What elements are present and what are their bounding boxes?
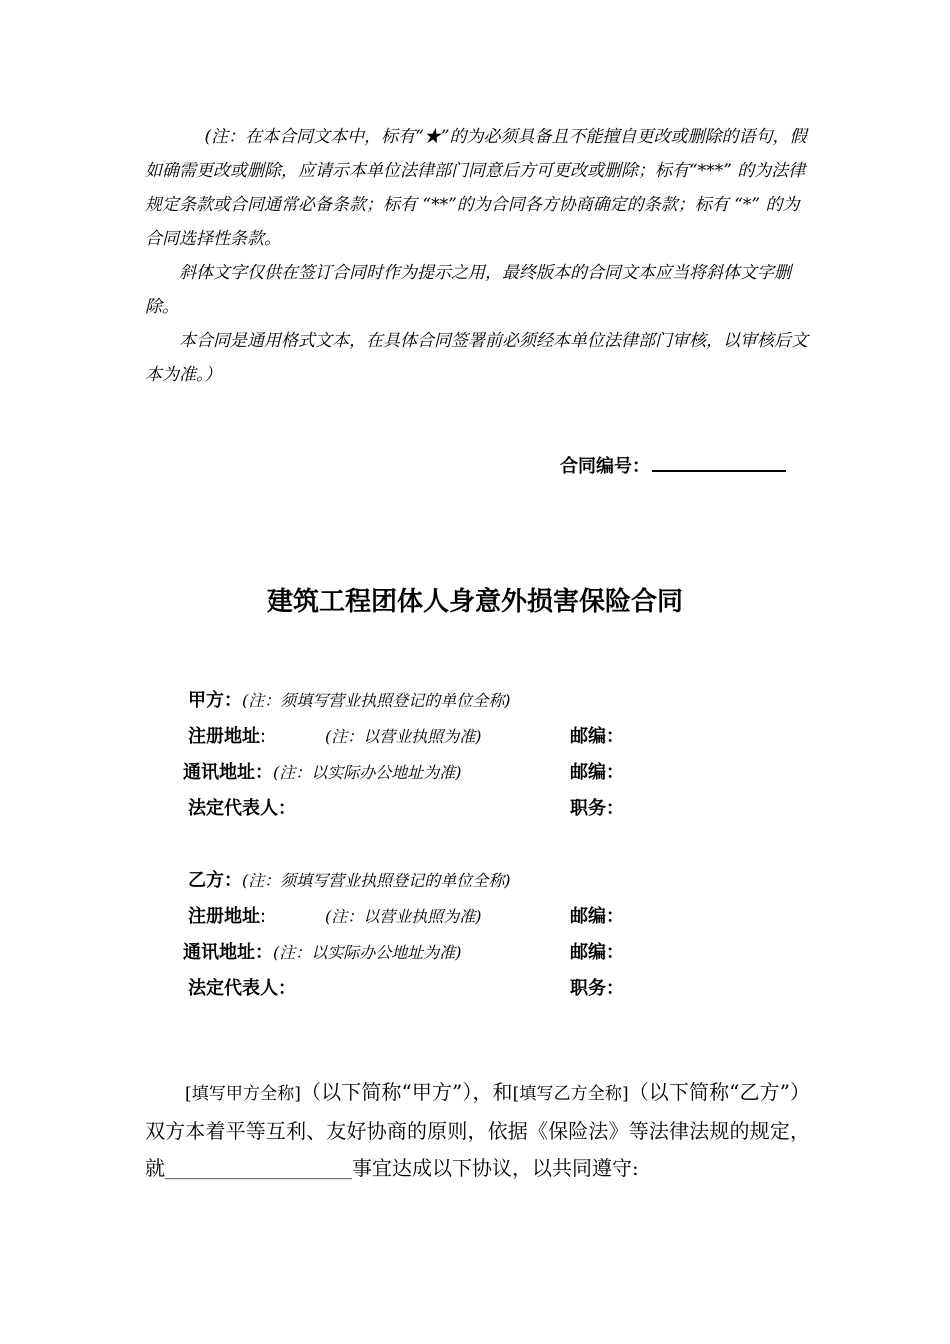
party-b-mail-zip-label: 邮编： (570, 942, 624, 963)
party-b-placeholder[interactable]: [填写乙方全称] (512, 1084, 629, 1104)
party-b-label: 乙方： (188, 870, 242, 891)
party-a-rep-row (188, 794, 296, 824)
party-b-mail-addr-row (183, 938, 462, 968)
party-a-reg-addr-label: 注册地址 (188, 726, 260, 747)
party-b-reg-addr-label: 注册地址 (188, 906, 260, 927)
note-paragraph-3: 本合同是通用格式文本，在具体合同签署前必须经本单位法律部门审核，以审核后文本为准。） (145, 331, 808, 385)
party-b-mail-zip-wrap (570, 938, 624, 968)
party-b-reg-addr-hint-wrap (325, 902, 482, 932)
party-a-name-row (188, 686, 511, 716)
editorial-note (145, 120, 810, 392)
party-b-name-hint: (注：须填写营业执照登记的单位全称) (242, 871, 511, 890)
party-a-position-wrap (570, 794, 624, 824)
party-a-mail-zip-wrap (570, 758, 624, 788)
party-b-reg-addr-hint: (注：以营业执照为准) (325, 907, 482, 926)
party-b-name-row (188, 866, 511, 896)
contract-number-line (560, 448, 810, 482)
preamble-text-2: （以下简称“乙方”）双方本着平等互利、友好协商的原则，依据《保险法》等法律法规的规定，就 (145, 1080, 811, 1180)
party-b-reg-addr-row (188, 902, 266, 932)
party-a-position-label: 职务： (570, 798, 624, 819)
party-b-position-wrap (570, 974, 624, 1004)
party-a-mail-addr-hint: (注：以实际办公地址为准) (273, 763, 462, 782)
party-a-reg-zip-label: 邮编： (570, 726, 624, 747)
party-a-reg-addr-hint: (注：以营业执照为准) (325, 727, 482, 746)
party-b-reg-zip-label: 邮编： (570, 906, 624, 927)
party-a-reg-addr-colon: : (260, 726, 267, 747)
preamble-paragraph (145, 1074, 810, 1189)
party-a-mail-zip-label: 邮编： (570, 762, 624, 783)
party-b-mail-addr-hint: (注：以实际办公地址为准) (273, 943, 462, 962)
matter-blank[interactable]: ______________________ (165, 1160, 352, 1180)
party-a-name-hint: (注：须填写营业执照登记的单位全称) (242, 691, 511, 710)
party-a-reg-addr-hint-wrap (325, 722, 482, 752)
document-title: 建筑工程团体人身意外损害保险合同 (266, 587, 683, 617)
party-a-mail-addr-row (183, 758, 462, 788)
party-b-rep-row (188, 974, 296, 1004)
preamble-text-3: 事宜达成以下协议，以共同遵守: (352, 1156, 639, 1180)
party-b-reg-addr-colon: : (260, 906, 267, 927)
note-paragraph-2: 斜体文字仅供在签订合同时作为提示之用，最终版本的合同文本应当将斜体文字删除。 (145, 263, 791, 317)
party-a-placeholder[interactable]: [填写甲方全称] (185, 1084, 301, 1104)
party-a-rep-label: 法定代表人： (188, 798, 296, 819)
contract-number-label: 合同编号： (560, 456, 650, 477)
party-b-mail-addr-label: 通讯地址： (183, 942, 273, 963)
preamble-text-1: （以下简称“甲方”），和 (300, 1080, 513, 1104)
party-a-label: 甲方： (188, 690, 242, 711)
party-b-rep-label: 法定代表人： (188, 978, 296, 999)
note-paragraph-1: (注：在本合同文本中，标有“★”的为必须具备且不能擅自更改或删除的语句，假如确需更改或删除，应请示本单位法律部门同意后方可更改或删除；标有“***” 的为法律规定条款或合同通常必备条款；标有 “**”的为合同各方协商确定的条款；标有 “*” 的为合同选择性条款。 (145, 127, 807, 249)
party-a-mail-addr-label: 通讯地址： (183, 762, 273, 783)
party-b-reg-zip-wrap (570, 902, 624, 932)
party-a-reg-addr-row (188, 722, 266, 752)
party-a-reg-zip-wrap (570, 722, 624, 752)
contract-number-blank[interactable] (652, 448, 786, 472)
party-b-position-label: 职务： (570, 978, 624, 999)
